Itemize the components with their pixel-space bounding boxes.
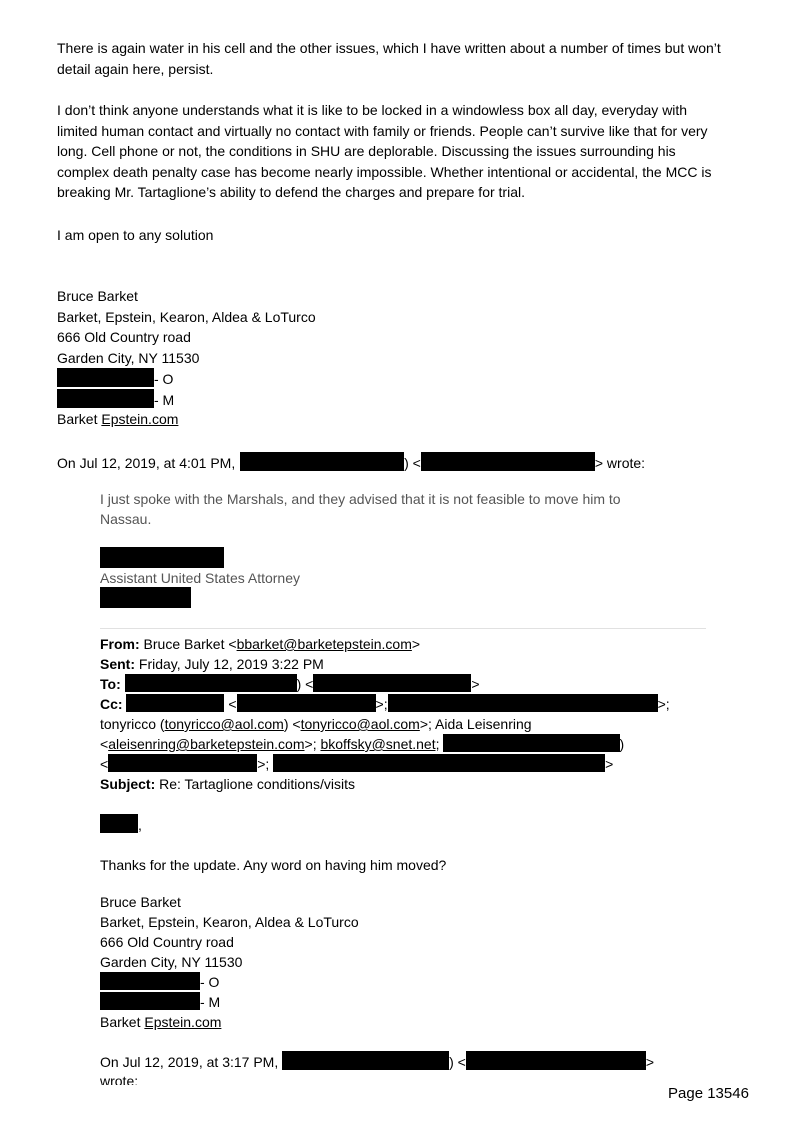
divider bbox=[100, 628, 706, 629]
signature-street: 666 Old Country road bbox=[57, 329, 191, 345]
quote-header-1 bbox=[57, 452, 757, 473]
redaction-box bbox=[443, 734, 620, 752]
signature-office-phone bbox=[57, 368, 757, 389]
quote-date: On Jul 12, 2019, at 3:17 PM, bbox=[100, 1054, 279, 1070]
signature-city: Garden City, NY 11530 bbox=[57, 349, 200, 366]
quoted-signature-title: Assistant United States Attorney bbox=[100, 570, 300, 586]
email-header bbox=[100, 634, 670, 794]
office-label: - O bbox=[154, 371, 174, 387]
from-close: > bbox=[411, 636, 421, 652]
redaction-box bbox=[57, 389, 154, 408]
to-sep: ) < bbox=[296, 676, 314, 692]
cc-text: < bbox=[100, 736, 109, 752]
signature-web bbox=[100, 1012, 359, 1032]
signature-block-2 bbox=[100, 892, 359, 1032]
redaction-box bbox=[100, 587, 191, 608]
page-number: Page 13546 bbox=[668, 1085, 749, 1102]
text-line: I am open to any solution bbox=[57, 227, 214, 243]
body-paragraph-1 bbox=[57, 38, 757, 79]
redaction-box bbox=[466, 1051, 646, 1070]
text-line: breaking Mr. Tartaglione’s ability to defend the charges and prepare for trial. bbox=[57, 184, 525, 200]
web-prefix: Barket bbox=[57, 411, 102, 427]
redaction-box bbox=[421, 452, 595, 471]
signature-city: Garden City, NY 11530 bbox=[100, 954, 243, 970]
web-prefix: Barket bbox=[100, 1014, 145, 1030]
text-line: long. Cell phone or not, the conditions in SHU are deplorable. Discussing the issues surrounding his bbox=[57, 143, 676, 159]
to-label: To: bbox=[100, 676, 121, 692]
redaction-box bbox=[126, 694, 224, 712]
quote-header-2 bbox=[100, 1051, 654, 1085]
subject-value: Re: Tartaglione conditions/visits bbox=[155, 776, 355, 792]
text-line: complex death penalty case has become nearly impossible. Whether intentional or accidental, the MCC is bbox=[57, 163, 712, 180]
greeting-comma: , bbox=[138, 817, 142, 833]
signature-mobile-phone bbox=[57, 389, 757, 410]
cc-line-4 bbox=[100, 754, 670, 774]
redaction-box bbox=[125, 674, 297, 692]
text-line: I don’t think anyone understands what it is like to be locked in a windowless box all day, everyday with bbox=[57, 102, 688, 118]
signature-name: Bruce Barket bbox=[100, 894, 181, 910]
quote-date: On Jul 12, 2019, at 4:01 PM, bbox=[57, 455, 236, 471]
text-line: Nassau. bbox=[100, 511, 152, 527]
office-label: - O bbox=[200, 974, 220, 990]
subject-label: Subject: bbox=[100, 776, 156, 792]
redaction-box bbox=[100, 547, 224, 568]
redaction-box bbox=[282, 1051, 449, 1070]
cc-line-2 bbox=[100, 714, 670, 734]
sent-line bbox=[100, 654, 670, 674]
cc-label: Cc: bbox=[100, 696, 123, 712]
text-line: There is again water in his cell and the other issues, which I have written about a number of times but won’t bbox=[57, 40, 721, 56]
sent-label: Sent: bbox=[100, 656, 135, 672]
cc-line bbox=[100, 694, 670, 714]
cc-text: ) < bbox=[283, 716, 301, 732]
from-label: From: bbox=[100, 636, 140, 652]
text-line: I just spoke with the Marshals, and they advised that it is not feasible to move him to bbox=[100, 491, 621, 507]
signature-street: 666 Old Country road bbox=[100, 934, 234, 950]
cc-text: >; Aida Leisenring bbox=[419, 716, 532, 732]
redaction-box bbox=[57, 368, 154, 387]
redaction-box bbox=[313, 674, 471, 692]
cc-sep: >; bbox=[375, 696, 388, 712]
redaction-box bbox=[108, 754, 257, 772]
redaction-box bbox=[273, 754, 605, 772]
quote-sep: ) < bbox=[404, 455, 421, 471]
quote-wrote: > wrote: bbox=[594, 455, 646, 471]
from-email-link[interactable]: bbarket@barketepstein.com bbox=[236, 636, 412, 652]
signature-name: Bruce Barket bbox=[57, 288, 138, 304]
cc-text: > bbox=[605, 756, 614, 772]
web-link[interactable]: Epstein.com bbox=[144, 1014, 222, 1030]
email-link[interactable]: aleisenring@barketepstein.com bbox=[108, 736, 305, 752]
quote-sep: ) < bbox=[449, 1054, 466, 1070]
web-link[interactable]: Epstein.com bbox=[101, 411, 179, 427]
signature-mobile-phone bbox=[100, 992, 359, 1012]
subject-line bbox=[100, 774, 670, 794]
cc-line-3 bbox=[100, 734, 670, 754]
redaction-box bbox=[388, 694, 658, 712]
quote-wrote: wrote: bbox=[100, 1073, 139, 1085]
redaction-box bbox=[100, 972, 200, 990]
redaction-box bbox=[100, 814, 138, 833]
to-end: > bbox=[471, 676, 480, 692]
redaction-box bbox=[100, 992, 200, 1010]
body-paragraph-3 bbox=[57, 225, 757, 246]
signature-firm: Barket, Epstein, Kearon, Aldea & LoTurco bbox=[100, 914, 359, 930]
signature-web bbox=[57, 409, 757, 430]
from-name: Bruce Barket < bbox=[139, 636, 237, 652]
cc-end: >; bbox=[657, 696, 670, 712]
sent-value: Friday, July 12, 2019 3:22 PM bbox=[135, 656, 324, 672]
cc-lt: < bbox=[228, 696, 237, 712]
text-line: detail again here, persist. bbox=[57, 60, 214, 77]
quote-end: > bbox=[645, 1054, 655, 1070]
to-line bbox=[100, 674, 670, 694]
reply-message: Thanks for the update. Any word on having him moved? bbox=[100, 857, 447, 873]
text-line: limited human contact and virtually no contact with family or friends. People can’t survive like that for very bbox=[57, 122, 708, 139]
cc-text: < bbox=[100, 756, 109, 772]
reply-greeting bbox=[100, 814, 142, 835]
cc-text: >; bbox=[257, 756, 270, 772]
email-link[interactable]: bkoffsky@snet.net; bbox=[320, 736, 440, 752]
signature-firm: Barket, Epstein, Kearon, Aldea & LoTurco bbox=[57, 308, 316, 325]
redaction-box bbox=[240, 452, 404, 471]
mobile-label: - M bbox=[200, 994, 221, 1010]
signature-office-phone bbox=[100, 972, 359, 992]
cc-text: ) bbox=[619, 736, 625, 752]
cc-text: tonyricco ( bbox=[100, 716, 165, 732]
body-paragraph-2 bbox=[57, 100, 757, 203]
quoted-message-1 bbox=[100, 489, 621, 529]
mobile-label: - M bbox=[154, 391, 175, 408]
email-link[interactable]: tonyricco@aol.com bbox=[164, 716, 284, 732]
from-line bbox=[100, 634, 670, 654]
email-link[interactable]: tonyricco@aol.com bbox=[300, 716, 420, 732]
signature-block-1 bbox=[57, 286, 757, 430]
redaction-box bbox=[237, 694, 376, 712]
cc-text: >; bbox=[304, 736, 321, 752]
